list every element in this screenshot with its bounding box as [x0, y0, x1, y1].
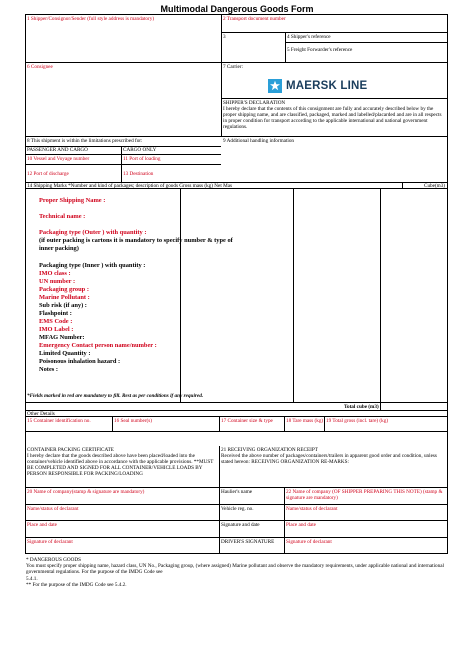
drivers-signature-label: DRIVER'S SIGNATURE — [221, 539, 275, 545]
total-cube-label: Total cube (m3) — [344, 404, 379, 410]
box4-shipper-ref-label: 4 Shipper's reference — [287, 34, 331, 40]
emergency-contact-label: Emergency Contact person name/number : — [39, 342, 157, 349]
box8-limitations-label: 8 This shipment is within the limitations prescribed for: — [27, 138, 143, 144]
technical-name-label: Technical name : — [39, 213, 86, 220]
packaging-outer-note-2: inner packing) — [39, 245, 79, 252]
signature-date-label: Signature and date — [221, 522, 260, 528]
box21-receipt-title: 21 RECEIVING ORGANIZATION RECEIPT — [221, 447, 318, 453]
box16-seal-label: 16 Seal number(s) — [114, 418, 153, 424]
box19-total-gross-label: 19 Total gross (incl. tare) (kg) — [326, 418, 389, 424]
vehicle-reg-label: Vehicle reg. no. — [221, 506, 254, 512]
maersk-star-icon — [268, 79, 282, 93]
box5-forwarder-ref-label: 5 Freight Forwarder's reference — [287, 47, 353, 53]
box14-header: 14 Shipping Marks *Number and kind of packages; description of goods Gross mass (kg) Net Mas — [27, 183, 233, 189]
sub-risk-label: Sub risk (if any) : — [39, 302, 87, 309]
packaging-inner-label: Packaging type (Inner ) with quantity : — [39, 262, 146, 269]
cargo-only-label: CARGO ONLY — [123, 147, 157, 153]
shipper-declaration-text: I hereby declare that the contents of this consignment are fully and accurately described below by the proper shipping name, and are classified, packaged, marked and labelled/placarded and are in all respects in proper condition for transport according to the applicable international and national government regulations. — [223, 106, 442, 130]
hauliers-name-label: Haulier's name — [221, 489, 253, 495]
name-status-declarant-left: Name/status of declarant — [27, 506, 79, 512]
packaging-outer-label: Packaging type (Outer ) with quantity : — [39, 229, 147, 236]
shipper-declaration-title: SHIPPER'S DECLARATION — [223, 100, 286, 106]
limited-quantity-label: Limited Quantity : — [39, 350, 91, 357]
carrier-logo — [268, 78, 367, 94]
box7-carrier-label: 7 Carrier: — [223, 64, 244, 70]
other-details-label: Other Details — [27, 411, 55, 417]
box2-transport-doc-label: 2 Transport document number — [223, 16, 286, 22]
box13-destination-label: 13 Destination — [123, 171, 154, 177]
footnote-imdg-542: ** For the purpose of the IMDG Code see 5.4.2. — [26, 582, 127, 588]
place-date-right: Place and date — [286, 522, 316, 528]
footnote-imdg-ref: 5.4.1. — [26, 576, 38, 582]
marine-pollutant-label: Marine Pollutant : — [39, 294, 90, 301]
box21-receipt-text: Received the above number of packages/containers/trailers in apparent good order and condition, unless stated hereon: RECEIVING ORGANIZATION RE-MARKS: — [221, 453, 437, 465]
box20-company-label: 20 Name of company(stamp & signature are mandatory) — [27, 489, 145, 495]
box3-label: 3 — [223, 34, 226, 40]
box1-shipper-label: 1 Shipper/Consignor/Sender (full style address is mandatory) — [27, 16, 155, 22]
footnote-dangerous-goods: * DANGEROUS GOODS — [26, 557, 82, 563]
mfag-number-label: MFAG Number: — [39, 334, 85, 341]
proper-shipping-name-label: Proper Shipping Name : — [39, 197, 106, 204]
container-packing-certificate-title: CONTAINER PACKING CERTIFICATE — [27, 447, 114, 453]
footnote-imdg-text: You must specify proper shipping name, hazard class, UN No., Packaging group, (where assigned) Marine pollutant and observe the mandatory requirements, under applicable national and international governmental regulations. For the purpose of the IMDG Code see — [26, 563, 444, 575]
imo-label-label: IMO Label : — [39, 326, 74, 333]
passenger-and-cargo-label: PASSENGER AND CARGO — [27, 147, 88, 153]
mandatory-fields-note: *Fields marked in red are mandatory to fill. Rest as per conditions if any required. — [27, 393, 204, 399]
box9-handling-label: 9 Additional handling information — [223, 138, 295, 144]
box15-container-id-label: 15 Container identification no. — [27, 418, 91, 424]
box18-tare-mass-label: 18 Tare mass (kg) — [286, 418, 324, 424]
packaging-outer-note-1: (if outer packing is cartons it is mandatory to specify number & type of — [39, 237, 233, 244]
ems-code-label: EMS Code : — [39, 318, 73, 325]
un-number-label: UN number : — [39, 278, 76, 285]
flashpoint-label: Flashpoint : — [39, 310, 72, 317]
box22-company-label: 22 Name of company (OF SHIPPER PREPARING THIS NOTE) (stamp & signature are mandatory) — [286, 489, 443, 501]
notes-label: Notes : — [39, 366, 58, 373]
place-date-left: Place and date — [27, 522, 57, 528]
name-status-declarant-right: Name/status of declarant — [286, 506, 338, 512]
page-title: Multimodal Dangerous Goods Form — [160, 4, 314, 14]
box17-container-size-label: 17 Container size & type — [221, 418, 273, 424]
box6-consignee-label: 6 Consignee — [27, 64, 53, 70]
packaging-group-label: Packaging group : — [39, 286, 89, 293]
box11-port-loading-label: 11 Port of loading — [123, 156, 161, 162]
carrier-logo-text: MAERSK LINE — [286, 80, 368, 92]
poisonous-inhalation-label: Poisonous inhalation hazard : — [39, 358, 121, 365]
imo-class-label: IMO class : — [39, 270, 71, 277]
box10-vessel-label: 10 Vessel and Voyage number — [27, 156, 90, 162]
signature-declarant-left: Signature of declarant — [27, 539, 73, 545]
container-packing-certificate-text: I hereby declare that the goods described above have been placed/loaded into the container/vehicle identified above in accordance with the applicable provisions. **MUST BE COMPLETED AND SIGNED FOR ALL CONTAINER/VEHICLE LOADS BY PERSON RESPONSIBLE FOR PACKING/LOADING — [27, 453, 214, 477]
box12-port-discharge-label: 12 Port of discharge — [27, 171, 69, 177]
cube-header: Cube(m3) — [424, 183, 446, 189]
signature-declarant-right: Signature of declarant — [286, 539, 332, 545]
